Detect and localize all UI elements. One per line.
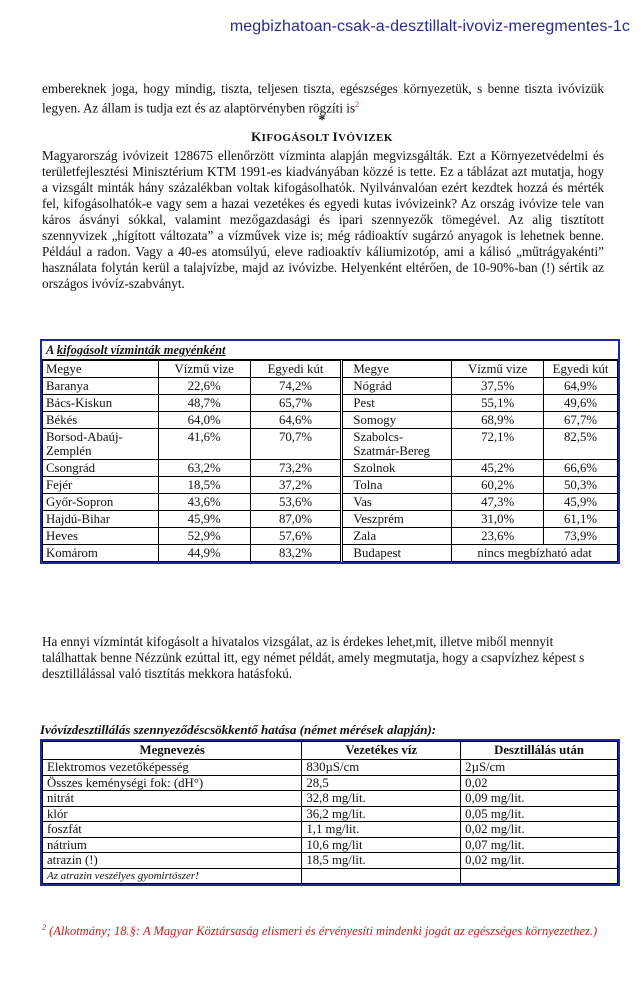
- waterworks-value-right: 47,3%: [452, 494, 544, 511]
- waterworks-value: 43,6%: [158, 494, 250, 511]
- parameter-name: Összes keménységi fok: (dH°): [43, 775, 302, 791]
- well-value: 65,7%: [250, 395, 342, 412]
- county-name: Komárom: [43, 545, 159, 562]
- county-name-right: Zala: [342, 528, 452, 545]
- tap-value: 10,6 mg/lit: [302, 837, 461, 853]
- county-name: Baranya: [43, 378, 159, 395]
- distilled-value: 0,09 mg/lit.: [461, 791, 618, 807]
- distilled-value: 0,07 mg/lit.: [461, 837, 618, 853]
- well-value-right: 49,6%: [544, 395, 618, 412]
- tap-value: 830µS/cm: [302, 760, 461, 776]
- table-row: [43, 477, 618, 494]
- table-row: [43, 511, 618, 528]
- well-value-right: 50,3%: [544, 477, 618, 494]
- well-value-right: 61,1%: [544, 511, 618, 528]
- footnote-ref: 2: [355, 100, 360, 109]
- header-tap-water: Vezetékes víz: [302, 742, 461, 760]
- distilled-value: 0,02 mg/lit.: [461, 853, 618, 869]
- header-waterworks-right: Vízmű vize: [452, 361, 544, 378]
- county-name: Borsod-Abaúj-Zemplén: [43, 429, 159, 460]
- empty-cell: [461, 868, 618, 884]
- middle-paragraph: Ha ennyi vízmintát kifogásolt a hivatalos vizsgálat, az is érdekes lehet,mit, illetve miből mennyit találhattak benne Nézzünk ezúttal itt, egy német példát, amely megmutatja, hogy a csapvízhez képest s desztillálással való tisztítás mekkora hatásfokú.: [42, 634, 585, 681]
- county-name-right: Veszprém: [342, 511, 452, 528]
- distilled-value: 0,02: [461, 775, 618, 791]
- county-name: Heves: [43, 528, 159, 545]
- county-name: Hajdú-Bihar: [43, 511, 159, 528]
- county-name-right: Szolnok: [342, 460, 452, 477]
- header-waterworks: Vízmű vize: [158, 361, 250, 378]
- waterworks-value-right: 31,0%: [452, 511, 544, 528]
- header-county-right: Megye: [342, 361, 452, 378]
- parameter-name: klór: [43, 806, 302, 822]
- tap-value: 36,2 mg/lit.: [302, 806, 461, 822]
- table-row: [43, 494, 618, 511]
- parameter-name: nitrát: [43, 791, 302, 807]
- county-name-right: Somogy: [342, 412, 452, 429]
- header-county: Megye: [43, 361, 159, 378]
- intro-text: embereknek joga, hogy mindig, tiszta, teljesen tiszta, egészséges környezetük, s benne tiszta ivóvizük legyen. Az állam is tudja ezt és az alaptörvényben rögzíti is: [42, 81, 604, 116]
- waterworks-value-right: 23,6%: [452, 528, 544, 545]
- table-row: [43, 429, 618, 460]
- well-value: 64,6%: [250, 412, 342, 429]
- county-name: Csongrád: [43, 460, 159, 477]
- header-name: Megnevezés: [43, 742, 302, 760]
- table-row: [43, 528, 618, 545]
- tap-value: 32,8 mg/lit.: [302, 791, 461, 807]
- table-row: [43, 837, 618, 853]
- waterworks-value: 22,6%: [158, 378, 250, 395]
- county-name: Bács-Kiskun: [43, 395, 159, 412]
- distilled-value: 0,02 mg/lit.: [461, 822, 618, 838]
- tap-value: 18,5 mg/lit.: [302, 853, 461, 869]
- table-row: [43, 460, 618, 477]
- county-name: Győr-Sopron: [43, 494, 159, 511]
- distilled-value: 0,05 mg/lit.: [461, 806, 618, 822]
- page-header-title: megbizhatoan-csak-a-desztillalt-ivoviz-meregmentes-1c: [229, 18, 630, 35]
- waterworks-value-right: 60,2%: [452, 477, 544, 494]
- county-name-right: Nógrád: [342, 378, 452, 395]
- parameter-name: atrazin (!): [43, 853, 302, 869]
- table-footnote-row: [43, 868, 618, 884]
- footnote-number: 2: [42, 923, 46, 932]
- empty-cell: [302, 868, 461, 884]
- waterworks-value: 48,7%: [158, 395, 250, 412]
- header-well: Egyedi kút: [250, 361, 342, 378]
- well-value: 74,2%: [250, 378, 342, 395]
- county-name: Békés: [43, 412, 159, 429]
- waterworks-value-right: 37,5%: [452, 378, 544, 395]
- body-paragraph: Magyarország ivóvizeit 128675 ellenőrzött vízminta alapján megvizsgálták. Ezt a Környezetvédelmi és területfejlesztési Minisztérium KTM 1991-es kiadványában közzé is tette. Ez a táblázat azt mutatja, hogy a vizsgált minták hány százalékban voltak kifogásolhatók. Nyilvánvalóan ezért kezdtek hozzá és mérték fel, kifogásolhatók-e vagy sem a hazai vezetékes és egyedi kutas ivóvizeink? Az ország ivóvize tele van káros ásványi sókkal, valamint mezőgazdasági és ipari szennyezők tömegével. Az alig tisztított szennyvizek „hígított változata” a vízművek vize is; még rádioaktív sugárzó anyagok is lehetnek benne. Például a radon. Vagy a 40-es atomsúlyú, eleve radioaktív káliumizotóp, ami a kálisó „műtrágyakénti” használata folytán kerül a talajvízbe, majd az ivóvízbe. Helyenként eltérően, de 10-90%-ban (!) sértik az országos ivóvíz-szabványt.: [42, 148, 604, 291]
- well-value-right: 45,9%: [544, 494, 618, 511]
- well-value-right: 64,9%: [544, 378, 618, 395]
- county-table: [40, 339, 620, 564]
- county-name-right: Szabolcs-Szatmár-Bereg: [342, 429, 452, 460]
- distillation-table-title: Ivóvízdesztillálás szennyeződéscsökkentő hatása (német mérések alapján):: [40, 722, 437, 737]
- header-after-distillation: Desztillálás után: [461, 742, 618, 760]
- well-value-right: 82,5%: [544, 429, 618, 460]
- well-value: 70,7%: [250, 429, 342, 460]
- no-data-note: nincs megbízható adat: [452, 545, 618, 562]
- section-heading: KIFOGÁSOLT IVÓVIZEK: [251, 129, 393, 144]
- footnote: [42, 919, 602, 940]
- parameter-name: Elektromos vezetőképesség: [43, 760, 302, 776]
- county-table-header: [43, 361, 618, 378]
- table-row: [43, 760, 618, 776]
- county-name-right: Vas: [342, 494, 452, 511]
- table-row: [43, 806, 618, 822]
- county-table-caption: A kifogásolt vízminták megyénként: [42, 341, 618, 360]
- well-value-right: 66,6%: [544, 460, 618, 477]
- parameter-name: foszfát: [43, 822, 302, 838]
- atrazine-warning: Az atrazin veszélyes gyomirtószer!: [43, 868, 302, 884]
- well-value: 87,0%: [250, 511, 342, 528]
- table-row: [43, 545, 618, 562]
- table-row: [43, 378, 618, 395]
- well-value: 37,2%: [250, 477, 342, 494]
- distilled-value: 2µS/cm: [461, 760, 618, 776]
- table-row: [43, 791, 618, 807]
- separator-star: *: [318, 113, 326, 128]
- tap-value: 28,5: [302, 775, 461, 791]
- well-value-right: 73,9%: [544, 528, 618, 545]
- waterworks-value: 41,6%: [158, 429, 250, 460]
- well-value: 73,2%: [250, 460, 342, 477]
- waterworks-value: 64,0%: [158, 412, 250, 429]
- waterworks-value: 63,2%: [158, 460, 250, 477]
- well-value: 53,6%: [250, 494, 342, 511]
- waterworks-value-right: 72,1%: [452, 429, 544, 460]
- distillation-table-header: [43, 742, 618, 760]
- table-row: [43, 395, 618, 412]
- tap-value: 1,1 mg/lit.: [302, 822, 461, 838]
- county-name-right: Tolna: [342, 477, 452, 494]
- table-row: [43, 822, 618, 838]
- waterworks-value-right: 68,9%: [452, 412, 544, 429]
- table-row: [43, 853, 618, 869]
- waterworks-value-right: 45,2%: [452, 460, 544, 477]
- county-name-right: Budapest: [342, 545, 452, 562]
- table-row: [43, 775, 618, 791]
- county-name: Fejér: [43, 477, 159, 494]
- parameter-name: nátrium: [43, 837, 302, 853]
- intro-paragraph: [42, 81, 604, 116]
- distillation-table: [40, 739, 620, 886]
- waterworks-value: 52,9%: [158, 528, 250, 545]
- well-value: 83,2%: [250, 545, 342, 562]
- table-row: [43, 412, 618, 429]
- well-value-right: 67,7%: [544, 412, 618, 429]
- footnote-text: (Alkotmány; 18.§: A Magyar Köztársaság elismeri és érvényesíti mindenki jogát az egészséges környezethez.): [49, 924, 598, 939]
- county-name-right: Pest: [342, 395, 452, 412]
- waterworks-value: 18,5%: [158, 477, 250, 494]
- header-well-right: Egyedi kút: [544, 361, 618, 378]
- well-value: 57,6%: [250, 528, 342, 545]
- waterworks-value: 45,9%: [158, 511, 250, 528]
- waterworks-value: 44,9%: [158, 545, 250, 562]
- waterworks-value-right: 55,1%: [452, 395, 544, 412]
